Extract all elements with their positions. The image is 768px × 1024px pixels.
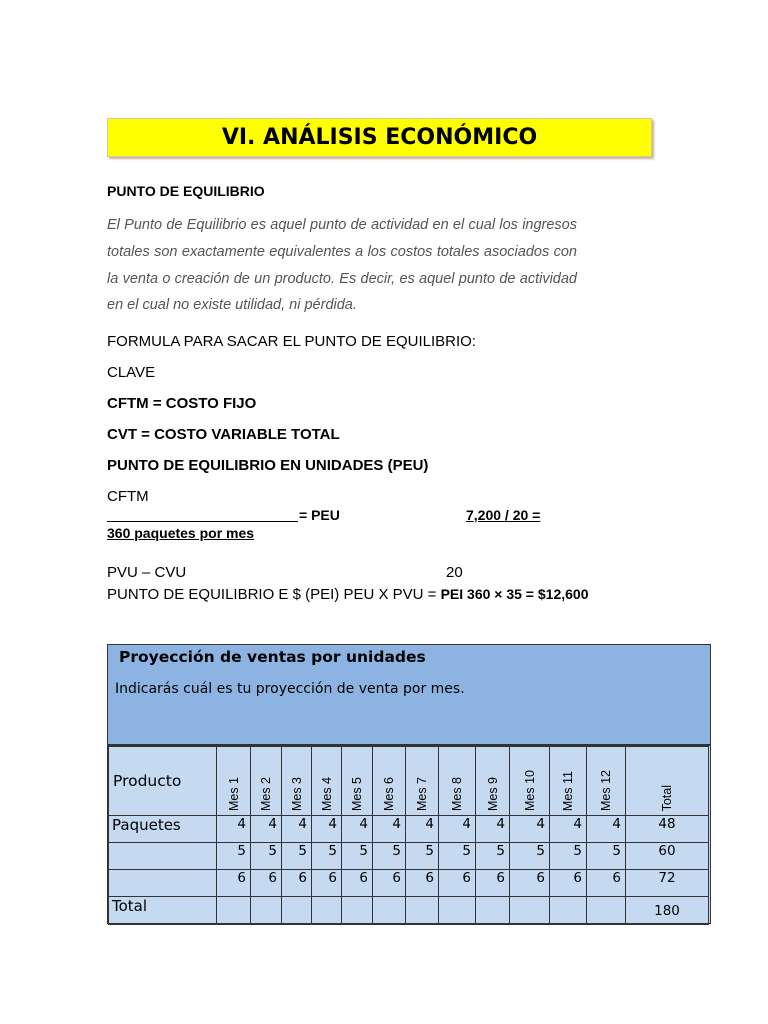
formula-calc: 7,200 / 20 =: [466, 507, 541, 523]
definition-paragraph: El Punto de Equilibrio es aquel punto de actividad en el cual los ingresos totales son exactamente equivalentes a los costos totales asociados con la venta o creación de un producto. Es decir, es aquel punto de actividad en el cual no existe utilidad, ni pérdida.: [107, 217, 577, 314]
table-cell: 4: [439, 816, 476, 843]
month-header: [476, 747, 510, 816]
table-cell: [550, 897, 587, 925]
peu-heading: PUNTO DE EQUILIBRIO EN UNIDADES (PEU): [107, 457, 429, 474]
table-cell: 4: [550, 816, 587, 843]
month-header: [550, 747, 587, 816]
month-label: Mes 11: [561, 770, 575, 811]
table-cell: 5: [312, 843, 342, 870]
table-cell: 5: [439, 843, 476, 870]
row-label: [109, 843, 217, 870]
table-cell: 5: [476, 843, 510, 870]
month-header: [439, 747, 476, 816]
formula-result: [107, 525, 254, 541]
table-cell: 6: [476, 870, 510, 897]
table-cell: 4: [282, 816, 312, 843]
table-cell: 5: [550, 843, 587, 870]
month-label: Mes 12: [599, 770, 613, 811]
table-cell: 6: [550, 870, 587, 897]
table-cell: 5: [251, 843, 282, 870]
table-cell: 6: [587, 870, 626, 897]
table-cell: 6: [439, 870, 476, 897]
month-header: [312, 747, 342, 816]
table-cell: 6: [373, 870, 406, 897]
month-label: Mes 5: [350, 776, 364, 811]
table-cell: [476, 897, 510, 925]
row-total: 60: [626, 843, 709, 870]
table-total-row: [109, 897, 709, 925]
table-cell: [342, 897, 373, 925]
table-cell: 6: [342, 870, 373, 897]
clave-label: CLAVE: [107, 364, 156, 381]
denominator-value: 20: [446, 564, 463, 581]
table-cell: [373, 897, 406, 925]
table-cell: 4: [373, 816, 406, 843]
table-header-band: [108, 645, 710, 746]
table-cell: 4: [251, 816, 282, 843]
table-cell: 5: [282, 843, 312, 870]
table-cell: [587, 897, 626, 925]
row-total: 48: [626, 816, 709, 843]
table-cell: [312, 897, 342, 925]
formula-intro: FORMULA PARA SACAR EL PUNTO DE EQUILIBRIO:: [107, 333, 476, 350]
table-cell: 4: [510, 816, 550, 843]
month-label: Mes 7: [415, 776, 429, 811]
table-cell: 5: [510, 843, 550, 870]
month-header: [342, 747, 373, 816]
month-label: Mes 10: [522, 770, 537, 811]
table-cell: [251, 897, 282, 925]
month-label: Mes 4: [319, 776, 334, 811]
total-row-label: Total: [109, 897, 217, 925]
table-cell: 4: [587, 816, 626, 843]
table-cell: 5: [373, 843, 406, 870]
month-label: Mes 9: [485, 776, 500, 811]
projection-grid: [108, 746, 709, 925]
table-cell: 5: [217, 843, 251, 870]
table-cell: 4: [312, 816, 342, 843]
table-cell: [406, 897, 439, 925]
sales-projection-table: [107, 644, 711, 924]
month-header: [406, 747, 439, 816]
month-header: [251, 747, 282, 816]
table-title: Proyección de ventas por unidades: [119, 648, 426, 666]
row-label: Paquetes: [109, 816, 217, 843]
row-label: [109, 870, 217, 897]
formula-numerator: CFTM: [107, 488, 149, 505]
pei-calc: PEI 360 × 35 = $12,600: [440, 586, 589, 602]
table-cell: 5: [342, 843, 373, 870]
table-row: [109, 816, 709, 843]
row-total: 72: [626, 870, 709, 897]
title-banner: [107, 118, 652, 157]
total-header: [626, 747, 709, 816]
table-cell: [217, 897, 251, 925]
result-prefix: 360 paquetes por: [107, 525, 223, 541]
table-cell: [282, 897, 312, 925]
table-cell: 6: [251, 870, 282, 897]
month-label: Mes 8: [450, 776, 464, 811]
table-cell: 4: [476, 816, 510, 843]
table-cell: 6: [312, 870, 342, 897]
table-cell: [510, 897, 550, 925]
table-header-row: [109, 747, 709, 816]
table-row: [109, 870, 709, 897]
total-header-label: Total: [660, 784, 674, 811]
table-cell: 6: [217, 870, 251, 897]
table-cell: 4: [406, 816, 439, 843]
month-header: [373, 747, 406, 816]
fraction-line: [107, 521, 298, 522]
pei-formula: [107, 586, 588, 603]
table-cell: 5: [587, 843, 626, 870]
month-label: Mes 2: [259, 776, 273, 811]
table-row: [109, 843, 709, 870]
table-cell: 5: [406, 843, 439, 870]
table-subtitle: Indicarás cuál es tu proyección de venta por mes.: [115, 681, 465, 697]
table-cell: 6: [282, 870, 312, 897]
month-header: [282, 747, 312, 816]
pei-text: PUNTO DE EQUILIBRIO E $ (PEI) PEU X PVU =: [107, 586, 437, 603]
month-label: Mes 6: [382, 776, 396, 811]
table-cell: 6: [406, 870, 439, 897]
table-cell: 4: [217, 816, 251, 843]
peu-label: = PEU: [299, 507, 340, 523]
section-heading: PUNTO DE EQUILIBRIO: [107, 183, 265, 199]
month-label: Mes 1: [226, 776, 241, 811]
table-cell: 6: [510, 870, 550, 897]
result-unit: mes: [226, 525, 255, 541]
month-header: [587, 747, 626, 816]
month-label: Mes 3: [289, 776, 304, 811]
cftm-definition: CFTM = COSTO FIJO: [107, 395, 257, 412]
table-cell: [439, 897, 476, 925]
page-title: VI. ANÁLISIS ECONÓMICO: [221, 125, 538, 150]
month-header: [217, 747, 251, 816]
grand-total: 180: [626, 897, 709, 925]
formula-denominator: PVU – CVU: [107, 564, 187, 581]
month-header: [510, 747, 550, 816]
table-cell: 4: [342, 816, 373, 843]
cvt-definition: CVT = COSTO VARIABLE TOTAL: [107, 426, 340, 443]
product-header: Producto: [109, 747, 217, 816]
